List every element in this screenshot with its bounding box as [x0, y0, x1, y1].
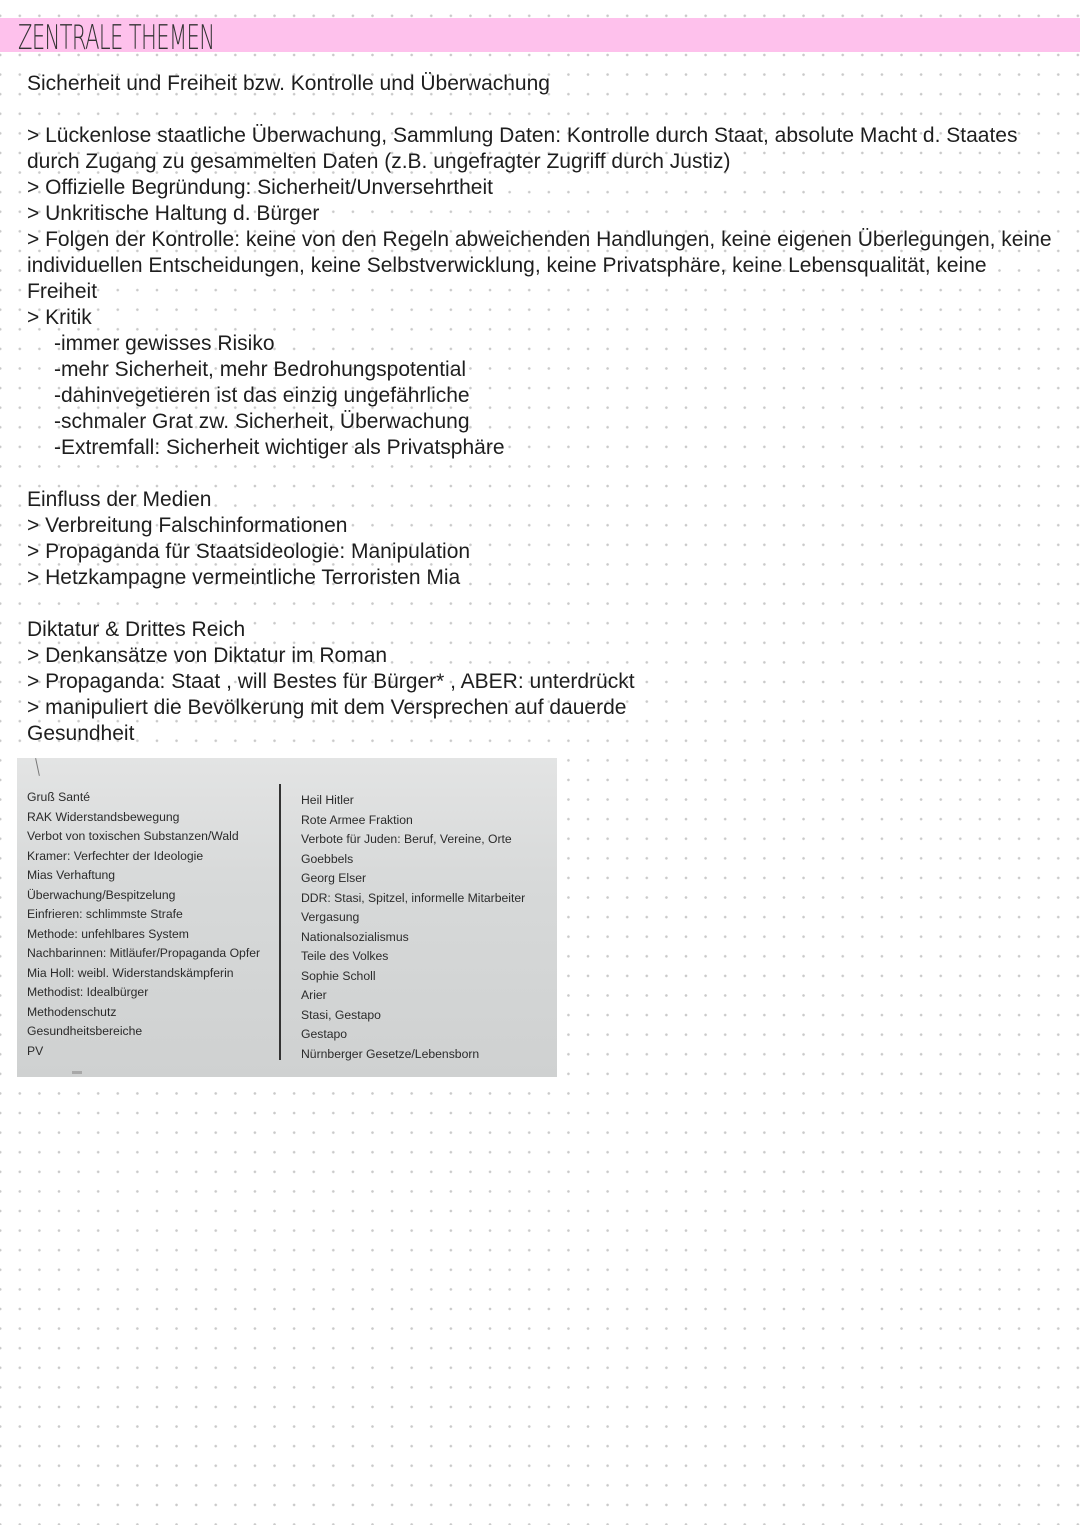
history-item: Arier	[301, 988, 327, 1002]
novel-item: Einfrieren: schlimmste Strafe	[27, 907, 183, 921]
bullet-kritik: > Kritik	[27, 306, 92, 329]
history-item: Teile des Volkes	[301, 949, 389, 963]
history-item: Rote Armee Fraktion	[301, 812, 413, 827]
diktatur-item: > Propaganda: Staat , will Bestes für Bürger* , ABER: unterdrückt	[27, 670, 635, 693]
bullet-begruendung: > Offizielle Begründung: Sicherheit/Unversehrtheit	[27, 176, 493, 199]
novel-item: Überwachung/Bespitzelung	[27, 887, 176, 902]
smudge-mark	[72, 1071, 82, 1074]
medien-item: > Verbreitung Falschinformationen	[27, 514, 348, 537]
history-item: Goebbels	[301, 851, 354, 866]
novel-column	[27, 788, 260, 1061]
pen-mark	[35, 758, 40, 776]
medien-item: > Hetzkampagne vermeintliche Terroristen Mia	[27, 566, 461, 589]
novel-item: Verbot von toxischen Substanzen/Wald	[27, 829, 239, 843]
history-item: Nationalsozialismus	[301, 929, 409, 944]
novel-item: Methodenschutz	[27, 1004, 117, 1019]
novel-item: RAK Widerstandsbewegung	[27, 809, 180, 824]
section-heading-sicherheit: Sicherheit und Freiheit bzw. Kontrolle und Überwachung	[27, 72, 550, 95]
history-item: Stasi, Gestapo	[301, 1007, 381, 1022]
bullet-haltung: > Unkritische Haltung d. Bürger	[27, 202, 320, 225]
diktatur-item: > manipuliert die Bevölkerung mit dem Versprechen auf dauerde Gesundheit	[27, 696, 627, 745]
diktatur-item: > Denkansätze von Diktatur im Roman	[27, 644, 388, 667]
novel-item: Methodist: Idealbürger	[27, 985, 149, 999]
comparison-table-photo	[17, 758, 557, 1077]
history-item: Georg Elser	[301, 871, 367, 885]
novel-item: Mias Verhaftung	[27, 868, 116, 882]
novel-item: Gruß Santé	[27, 790, 90, 804]
novel-item: PV	[27, 1043, 44, 1058]
history-item: DDR: Stasi, Spitzel, informelle Mitarbeiter	[301, 890, 526, 905]
history-item: Gestapo	[301, 1027, 348, 1041]
novel-item: Kramer: Verfechter der Ideologie	[27, 848, 204, 863]
section-heading-diktatur: Diktatur & Drittes Reich	[27, 618, 246, 641]
history-item: Heil Hitler	[301, 793, 354, 807]
bullet-ueberwachung: > Lückenlose staatliche Überwachung, Sammlung Daten: Kontrolle durch Staat, absolute Macht d. Staates durch Zugang zu gesammelten Daten (z.B. ungefragter Zugriff durch Justiz)	[27, 124, 1018, 173]
page-title: ZENTRALE THEMEN	[18, 18, 215, 58]
history-item: Vergasung	[301, 910, 360, 924]
novel-item: Gesundheitsbereiche	[27, 1024, 143, 1038]
novel-item: Methode: unfehlbares System	[27, 926, 189, 941]
novel-item: Nachbarinnen: Mitläufer/Propaganda Opfer	[27, 946, 261, 960]
kritik-item: -Extremfall: Sicherheit wichtiger als Privatsphäre	[54, 436, 505, 459]
notes-body	[27, 71, 1057, 747]
column-divider	[279, 784, 281, 1060]
history-item: Verbote für Juden: Beruf, Vereine, Orte	[301, 832, 512, 846]
history-item: Nürnberger Gesetze/Lebensborn	[301, 1046, 480, 1061]
history-item: Sophie Scholl	[301, 968, 376, 983]
section-heading-medien: Einfluss der Medien	[27, 488, 212, 511]
novel-item: Mia Holl: weibl. Widerstandskämpferin	[27, 965, 234, 980]
kritik-item: -mehr Sicherheit, mehr Bedrohungspotential	[54, 358, 467, 381]
medien-item: > Propaganda für Staatsideologie: Manipulation	[27, 540, 471, 563]
kritik-item: -dahinvegetieren ist das einzig ungefährliche	[54, 384, 470, 407]
history-column	[301, 791, 525, 1064]
kritik-item: -schmaler Grat zw. Sicherheit, Überwachung	[54, 410, 470, 433]
kritik-item: -immer gewisses Risiko	[54, 332, 275, 355]
bullet-folgen: > Folgen der Kontrolle: keine von den Regeln abweichenden Handlungen, keine eigenen Überlegungen, keine individuellen Entscheidungen, keine Selbstverwicklung, keine Privatsphäre, keine Lebensqualität, keine Freiheit	[27, 228, 1052, 303]
